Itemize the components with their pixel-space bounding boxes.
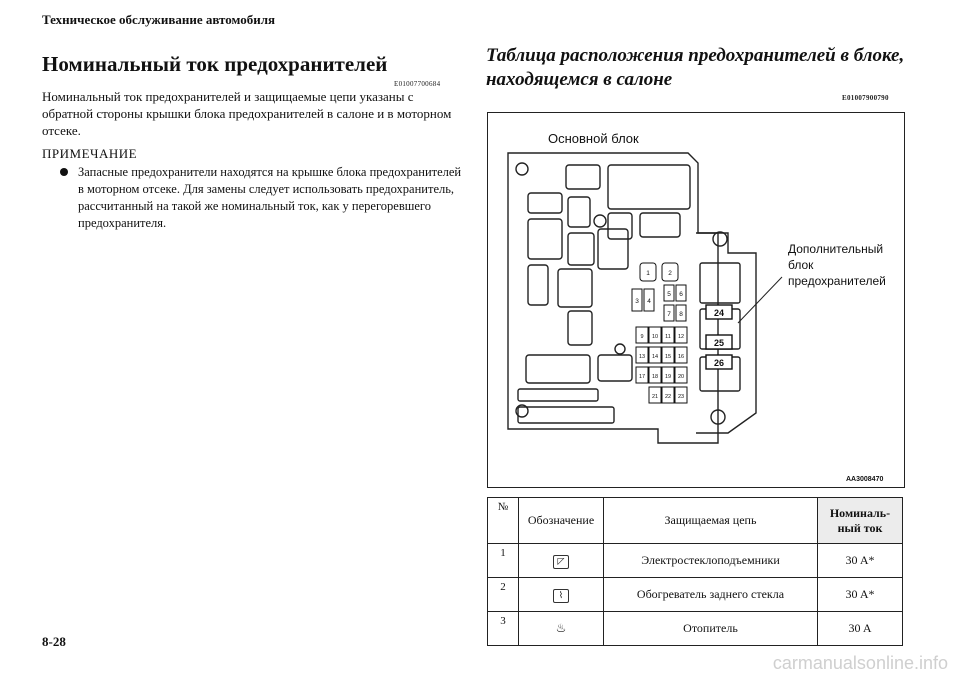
col-rating-line: Номиналь- <box>829 505 891 520</box>
fuse-number: 17 <box>638 374 646 380</box>
fuse-number: 16 <box>677 354 685 360</box>
fuse-number: 1 <box>646 270 650 277</box>
col-circuit: Защищаемая цепь <box>604 498 818 544</box>
row-circuit: Обогреватель заднего стекла <box>604 578 818 612</box>
right-code: E01007900790 <box>842 94 889 102</box>
fuse-number: 11 <box>665 334 671 340</box>
fuse-number: 21 <box>651 394 659 400</box>
heater-icon: ♨ <box>555 621 567 635</box>
row-symbol <box>519 612 604 646</box>
row-rating: 30 A* <box>818 544 903 578</box>
col-num: № <box>488 498 519 544</box>
fuse-number: 19 <box>664 374 672 380</box>
fuse-number: 22 <box>664 394 672 400</box>
fuse-number: 2 <box>668 270 672 277</box>
fuse-number: 6 <box>679 291 683 298</box>
fuse-number: 3 <box>635 298 639 305</box>
table-header-row <box>488 498 903 544</box>
note-bullet <box>60 168 68 176</box>
row-symbol <box>519 578 604 612</box>
fuse-number: 18 <box>651 374 659 380</box>
aux-fuse-number: 24 <box>713 308 725 318</box>
watermark: carmanualsonline.info <box>772 653 948 673</box>
fuse-number: 13 <box>638 354 646 360</box>
fuse-number: 7 <box>667 311 671 318</box>
aux-fuse-number: 25 <box>713 338 725 348</box>
main-block-label: Основной блок <box>548 131 639 146</box>
fuse-number: 9 <box>640 334 644 340</box>
table-row <box>488 612 903 646</box>
section-title: Техническое обслуживание автомобиля <box>42 12 276 27</box>
fuse-number: 12 <box>677 334 685 340</box>
fuse-table <box>487 497 903 646</box>
fuse-number: 14 <box>651 354 659 360</box>
fuse-box-diagram <box>487 112 905 488</box>
figure-ref: AA3008470 <box>846 476 884 483</box>
fuse-number: 20 <box>677 374 685 380</box>
fuse-box-drawing <box>488 113 904 487</box>
note-text: Запасные предохранители находятся на крышке блока предохранителей в моторном отсеке. Для замены следует использовать предохранитель, рассчитанный на такой же номинальный ток, как у перегоревшего предохранителя. <box>78 165 462 230</box>
aux-fuse-number: 26 <box>713 358 725 368</box>
fuse-number: 10 <box>651 334 659 340</box>
fuse-table-heading: Таблица расположения предохранителей в блоке, находящемся в салоне <box>486 45 905 90</box>
mount-hole <box>516 163 528 175</box>
row-rating: 30 A <box>818 612 903 646</box>
row-num: 1 <box>488 544 519 578</box>
aux-block-label: Дополнительный <box>788 242 884 256</box>
power-window-icon: ◸ <box>553 555 569 569</box>
rating-paragraph: Номинальный ток предохранителей и защищаемые цепи указаны с обратной стороны крышки блока предохранителей в салоне и в моторном отсеке. <box>42 89 452 138</box>
fuse-number: 5 <box>667 291 671 298</box>
row-symbol <box>519 544 604 578</box>
col-symbol: Обозначение <box>519 498 604 544</box>
fuse-number: 8 <box>679 311 683 318</box>
row-num: 3 <box>488 612 519 646</box>
fuse-rating-heading: Номинальный ток предохранителей <box>42 52 388 76</box>
fuse-number: 23 <box>677 394 685 400</box>
aux-mount-hole <box>713 232 727 246</box>
note-heading: ПРИМЕЧАНИЕ <box>42 146 138 161</box>
row-circuit: Электростеклоподъемники <box>604 544 818 578</box>
fuse-number: 4 <box>647 298 651 305</box>
page-number: 8-28 <box>42 634 66 649</box>
col-rating-line: ный ток <box>837 520 883 535</box>
table-row <box>488 544 903 578</box>
row-circuit: Отопитель <box>604 612 818 646</box>
fuse-number: 15 <box>664 354 672 360</box>
left-code: E01007700684 <box>394 80 441 88</box>
aux-block-label: блок <box>788 258 814 272</box>
row-rating: 30 A* <box>818 578 903 612</box>
table-row <box>488 578 903 612</box>
aux-block-label: предохранителей <box>788 274 886 288</box>
rear-defogger-icon: ⌇ <box>553 589 569 603</box>
col-rating <box>818 498 903 544</box>
row-num: 2 <box>488 578 519 612</box>
